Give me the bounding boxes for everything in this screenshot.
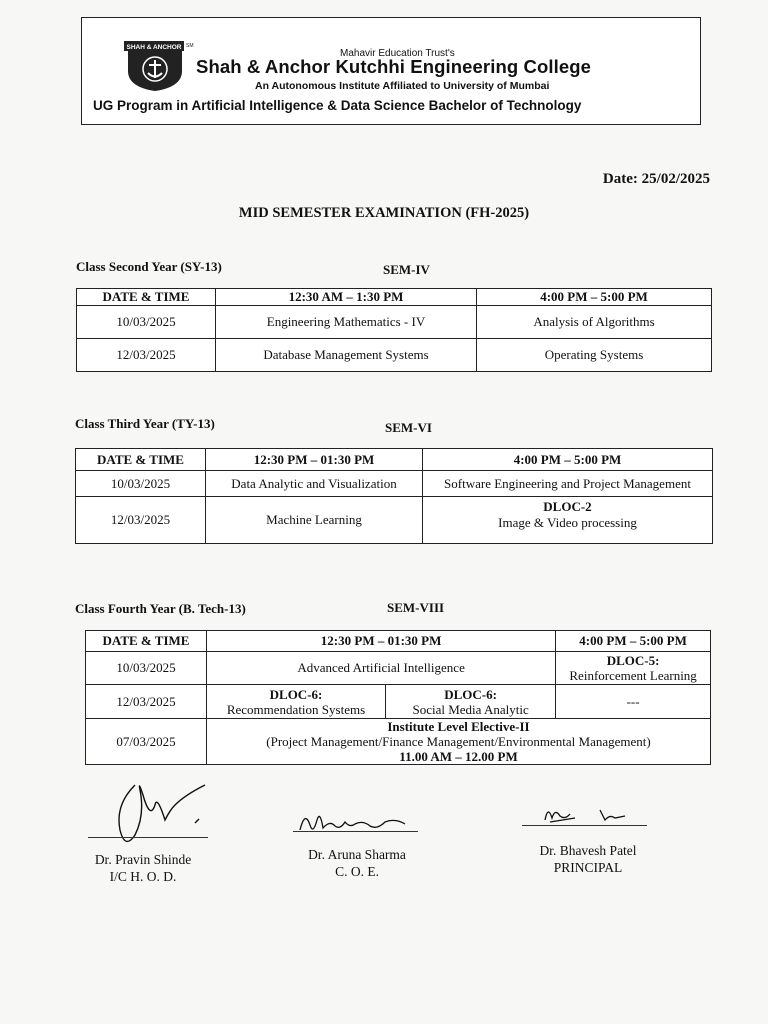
table-row xyxy=(76,471,713,497)
college-logo xyxy=(122,41,194,91)
class-label-be: Class Fourth Year (B. Tech-13) xyxy=(75,601,246,616)
row-subject-1b xyxy=(386,685,556,719)
schedule-table-ty xyxy=(75,448,713,544)
row-subject-1: Advanced Artificial Intelligence xyxy=(207,652,556,685)
row-subject-2: Operating Systems xyxy=(477,339,712,372)
dloc-subject: Recommendation Systems xyxy=(226,701,366,717)
notice-date: Date: 25/02/2025 xyxy=(602,171,710,187)
dloc-subject: Image & Video processing xyxy=(498,515,637,530)
row-date: 12/03/2025 xyxy=(77,339,216,372)
row-subject-2: --- xyxy=(556,685,711,719)
row-subject-1: Machine Learning xyxy=(206,497,423,544)
table-row xyxy=(76,497,713,544)
row-date: 07/03/2025 xyxy=(86,719,207,765)
row-date: 12/03/2025 xyxy=(86,685,207,719)
table-row xyxy=(86,685,711,719)
table-header-row xyxy=(77,289,712,306)
table-header-row xyxy=(86,631,711,652)
table-row xyxy=(86,719,711,765)
schedule-table-sy xyxy=(76,288,712,372)
signatory-name: Dr. Pravin Shinde xyxy=(94,852,192,867)
header-date-time: DATE & TIME xyxy=(86,631,207,652)
table-row xyxy=(77,339,712,372)
row-date: 10/03/2025 xyxy=(86,652,207,685)
dloc-subject: Social Media Analytic xyxy=(412,701,529,717)
row-date: 12/03/2025 xyxy=(76,497,206,544)
signatory-role: PRINCIPAL xyxy=(553,860,623,875)
dloc-label: DLOC-2 xyxy=(543,499,592,514)
autonomous-line: An Autonomous Institute Affiliated to University of Mumbai xyxy=(255,80,550,92)
signature-line-hod xyxy=(88,837,208,838)
sem-label-be: SEM-VIII xyxy=(387,600,445,615)
signatory-name: Dr. Aruna Sharma xyxy=(308,847,406,862)
signatory-role: I/C H. O. D. xyxy=(109,869,177,884)
row-subject-1: Data Analytic and Visualization xyxy=(206,471,423,497)
signatory-role: C. O. E. xyxy=(335,864,379,879)
sem-label-ty: SEM-VI xyxy=(385,420,432,435)
header-date-time: DATE & TIME xyxy=(77,289,216,306)
exam-title: MID SEMESTER EXAMINATION (FH-2025) xyxy=(238,205,530,221)
elective-title: Institute Level Elective-II xyxy=(387,719,530,734)
signature-coe xyxy=(295,800,425,840)
logo-mark: SM xyxy=(186,43,194,49)
dloc-label: DLOC-6: xyxy=(444,686,497,702)
dloc-subject: Reinforcement Learning xyxy=(569,668,697,683)
elective-options: (Project Management/Finance Management/Environmental Management) xyxy=(266,734,651,749)
sem-label-sy: SEM-IV xyxy=(383,262,430,277)
table-row xyxy=(77,306,712,339)
header-slot-1: 12:30 AM – 1:30 PM xyxy=(216,289,477,306)
table-row xyxy=(86,652,711,685)
signatory-principal xyxy=(518,842,658,876)
elective-time: 11.00 AM – 12.00 PM xyxy=(399,749,518,764)
table-header-row xyxy=(76,449,713,471)
signature-line-coe xyxy=(293,831,418,832)
signature-hod xyxy=(95,775,225,855)
dloc-label: DLOC-6: xyxy=(269,686,323,702)
program-name: UG Program in Artificial Intelligence & Data Science Bachelor of Technology xyxy=(93,98,582,113)
row-subject-2: Software Engineering and Project Management xyxy=(423,471,713,497)
row-elective xyxy=(207,719,711,765)
row-date: 10/03/2025 xyxy=(76,471,206,497)
row-subject-2 xyxy=(556,652,711,685)
logo-text: SHAH & ANCHOR xyxy=(126,44,182,51)
trust-name: Mahavir Education Trust's xyxy=(340,48,455,59)
header-slot-1: 12:30 PM – 01:30 PM xyxy=(206,449,423,471)
signature-line-principal xyxy=(522,825,647,826)
header-slot-2: 4:00 PM – 5:00 PM xyxy=(477,289,712,306)
header-slot-1: 12:30 PM – 01:30 PM xyxy=(207,631,556,652)
schedule-table-be xyxy=(85,630,711,765)
signatory-hod xyxy=(78,851,208,885)
row-subject-2 xyxy=(423,497,713,544)
signatory-name: Dr. Bhavesh Patel xyxy=(539,843,637,858)
header-date-time: DATE & TIME xyxy=(76,449,206,471)
row-subject-1a xyxy=(207,685,386,719)
row-subject-2: Analysis of Algorithms xyxy=(477,306,712,339)
college-name: Shah & Anchor Kutchhi Engineering College xyxy=(196,56,592,77)
row-subject-1: Database Management Systems xyxy=(216,339,477,372)
header-slot-2: 4:00 PM – 5:00 PM xyxy=(556,631,711,652)
class-label-sy: Class Second Year (SY-13) xyxy=(76,259,222,274)
row-date: 10/03/2025 xyxy=(77,306,216,339)
row-subject-1: Engineering Mathematics - IV xyxy=(216,306,477,339)
header-slot-2: 4:00 PM – 5:00 PM xyxy=(423,449,713,471)
signatory-coe xyxy=(292,846,422,880)
class-label-ty: Class Third Year (TY-13) xyxy=(75,416,215,431)
dloc-label: DLOC-5: xyxy=(606,653,660,668)
